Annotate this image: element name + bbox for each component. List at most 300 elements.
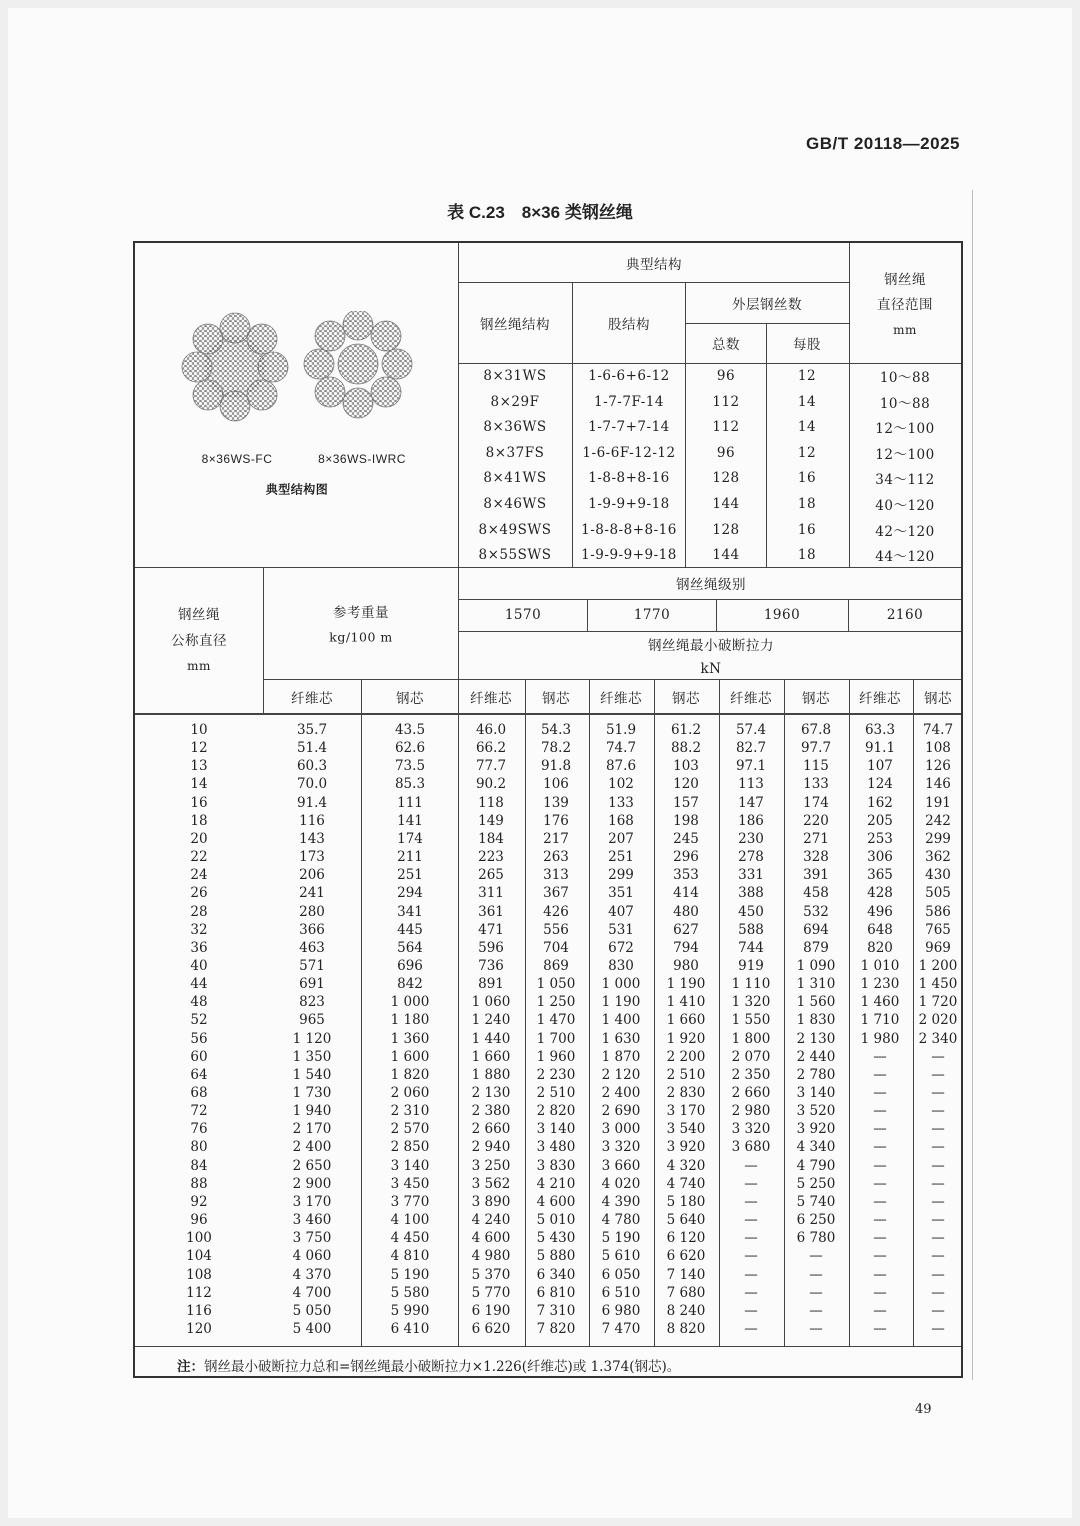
value-cell: 5 640	[666, 1212, 706, 1229]
value-cell: 6 190	[471, 1302, 511, 1319]
value-cell: 97.1	[735, 758, 767, 775]
nominal-diameter-cell: 28	[190, 903, 208, 920]
nominal-diameter-cell: 44	[190, 976, 208, 993]
value-cell: 445	[397, 921, 423, 938]
value-cell: 173	[299, 849, 325, 866]
value-cell: 328	[803, 849, 829, 866]
value-cell: 91.1	[864, 740, 896, 757]
value-cell: 2 570	[390, 1121, 430, 1138]
value-cell: 1 660	[471, 1048, 511, 1065]
table-caption: 表 C.23 8×36 类钢丝绳	[447, 203, 633, 222]
value-cell: 174	[397, 830, 423, 847]
value-cell: 90.2	[475, 776, 507, 793]
table-row	[135, 1084, 961, 1102]
value-cell: —	[931, 1085, 945, 1101]
value-cell: 7 310	[536, 1302, 576, 1319]
value-cell: 280	[299, 903, 325, 920]
table-row	[135, 1011, 961, 1029]
value-cell: 869	[543, 957, 569, 974]
value-cell: 207	[608, 830, 634, 847]
value-cell: 107	[867, 758, 893, 775]
table-row	[135, 1193, 961, 1211]
value-cell: 823	[299, 994, 325, 1011]
rule	[458, 282, 849, 283]
value-cell: 596	[478, 939, 504, 956]
nominal-diameter-cell: 32	[190, 921, 208, 938]
value-cell: 146	[925, 776, 951, 793]
value-cell: —	[873, 1302, 887, 1319]
value-cell: 842	[397, 976, 423, 993]
value-cell: 1 470	[536, 1012, 576, 1029]
value-cell: 61.2	[670, 722, 702, 738]
value-cell: 1 700	[536, 1030, 576, 1047]
structure-cell: 14	[797, 393, 817, 410]
structure-cell: 144	[712, 547, 740, 564]
value-cell: 480	[673, 903, 699, 920]
value-cell: 3 920	[796, 1121, 836, 1138]
table-row	[135, 721, 961, 739]
rope-cross-section-figure	[173, 311, 423, 423]
value-cell: 4 210	[536, 1175, 576, 1192]
value-cell: 3 450	[390, 1175, 430, 1192]
value-cell: 969	[925, 939, 951, 956]
value-cell: 3 562	[471, 1175, 511, 1192]
value-cell: —	[931, 1175, 945, 1192]
value-cell: 3 320	[731, 1121, 771, 1138]
value-cell: 1 410	[666, 994, 706, 1011]
value-cell: —	[744, 1212, 758, 1229]
header-diam-range-2: 直径范围	[877, 297, 933, 313]
value-cell: 2 440	[796, 1048, 836, 1065]
table-row	[135, 903, 961, 921]
value-cell: 66.2	[475, 740, 507, 757]
value-cell: 141	[397, 812, 423, 829]
header-typical-structure: 典型结构	[626, 257, 682, 273]
rule	[766, 323, 767, 567]
value-cell: 241	[299, 885, 325, 902]
value-cell: 1 360	[390, 1030, 430, 1047]
value-cell: 5 010	[536, 1212, 576, 1229]
nominal-diameter-cell: 22	[190, 849, 208, 866]
value-cell: —	[873, 1193, 887, 1210]
value-cell: —	[931, 1230, 945, 1247]
value-cell: —	[873, 1230, 887, 1247]
value-cell: —	[931, 1320, 945, 1337]
value-cell: 6 120	[666, 1230, 706, 1247]
value-cell: 3 830	[536, 1157, 576, 1174]
value-cell: 74.7	[605, 740, 637, 757]
value-cell: 6 410	[390, 1320, 430, 1337]
table-row	[135, 866, 961, 884]
value-cell: 2 020	[918, 1012, 958, 1029]
value-cell: 361	[478, 903, 504, 920]
value-cell: 2 120	[601, 1066, 641, 1083]
value-cell: 2 310	[390, 1103, 430, 1120]
rule	[135, 567, 961, 568]
rule	[263, 679, 961, 680]
structure-cell: 42～120	[875, 523, 935, 540]
value-cell: 157	[673, 794, 699, 811]
value-cell: 1 250	[536, 994, 576, 1011]
nominal-diameter-cell: 36	[190, 939, 208, 956]
value-cell: 211	[397, 849, 423, 866]
value-cell: 1 980	[860, 1030, 900, 1047]
rule	[849, 243, 850, 567]
value-cell: 4 370	[292, 1266, 332, 1283]
value-cell: 67.8	[800, 722, 832, 738]
nominal-diameter-cell: 56	[190, 1030, 208, 1047]
table-row	[135, 1247, 961, 1265]
value-cell: 2 510	[666, 1066, 706, 1083]
structure-cell: 12～100	[875, 446, 935, 463]
value-cell: 106	[543, 776, 569, 793]
value-cell: 6 810	[536, 1284, 576, 1301]
value-cell: 1 320	[731, 994, 771, 1011]
value-cell: 4 600	[536, 1193, 576, 1210]
value-cell: 4 320	[666, 1157, 706, 1174]
value-cell: —	[873, 1157, 887, 1174]
value-cell: 4 390	[601, 1193, 641, 1210]
value-cell: 4 100	[390, 1212, 430, 1229]
value-cell: 1 920	[666, 1030, 706, 1047]
value-cell: 2 130	[796, 1030, 836, 1047]
value-cell: —	[744, 1230, 758, 1247]
value-cell: 2 200	[666, 1048, 706, 1065]
nominal-diameter-cell: 100	[186, 1230, 212, 1247]
structure-cell: 18	[797, 496, 817, 512]
value-cell: 4 700	[292, 1284, 332, 1301]
rope-table	[133, 241, 963, 1378]
value-cell: —	[873, 1139, 887, 1156]
value-cell: 120	[673, 776, 699, 793]
nominal-diameter-cell: 108	[186, 1266, 212, 1283]
value-cell: 5 770	[471, 1284, 511, 1301]
note-text: 钢丝最小破断拉力总和=钢丝绳最小破断拉力×1.226(纤维芯)或 1.374(钢芯)。	[204, 1359, 681, 1375]
value-cell: 5 610	[601, 1248, 641, 1265]
structure-cell: 144	[712, 496, 740, 512]
header-steel-core: 钢芯	[802, 691, 830, 707]
value-cell: 82.7	[735, 740, 767, 757]
nominal-diameter-cell: 68	[190, 1085, 208, 1101]
value-cell: 5 190	[390, 1266, 430, 1283]
table-row	[135, 921, 961, 939]
structure-cell: 112	[712, 419, 740, 436]
nominal-diameter-cell: 18	[190, 812, 208, 829]
value-cell: —	[873, 1266, 887, 1283]
value-cell: 278	[738, 849, 764, 866]
value-cell: 4 790	[796, 1157, 836, 1174]
table-row	[135, 957, 961, 975]
value-cell: 694	[803, 921, 829, 938]
value-cell: 6 050	[601, 1266, 641, 1283]
header-min-breaking: 钢丝绳最小破断拉力	[648, 638, 774, 654]
value-cell: 794	[673, 939, 699, 956]
value-cell: 407	[608, 903, 634, 920]
header-steel-core: 钢芯	[924, 691, 952, 707]
value-cell: —	[809, 1302, 823, 1319]
figure-caption: 典型结构图	[265, 482, 329, 497]
value-cell: 6 510	[601, 1284, 641, 1301]
value-cell: 704	[543, 939, 569, 956]
structure-cell: 10～88	[879, 395, 931, 412]
header-diam-range: 钢丝绳	[884, 272, 926, 288]
structure-cell: 8×55SWS	[478, 547, 552, 564]
value-cell: 980	[673, 957, 699, 974]
structure-cell: 1-9-9+9-18	[588, 496, 670, 512]
structure-cell: 128	[712, 470, 740, 487]
value-cell: 5 250	[796, 1175, 836, 1192]
value-cell: 230	[738, 830, 764, 847]
value-cell: 191	[925, 794, 951, 811]
value-cell: 97.7	[800, 740, 832, 757]
value-cell: 4 240	[471, 1212, 511, 1229]
value-cell: 116	[299, 812, 325, 829]
value-cell: 43.5	[394, 722, 426, 738]
value-cell: 736	[478, 957, 504, 974]
value-cell: 306	[867, 849, 893, 866]
value-cell: 3 140	[536, 1121, 576, 1138]
header-strand-structure: 股结构	[608, 317, 650, 333]
value-cell: 3 320	[601, 1139, 641, 1156]
iwrc-rope-icon	[304, 311, 412, 418]
value-cell: 428	[867, 885, 893, 902]
value-cell: 1 010	[860, 957, 900, 974]
value-cell: 253	[867, 830, 893, 847]
nominal-diameter-cell: 120	[186, 1320, 212, 1337]
table-row	[135, 739, 961, 757]
grade-1570: 1570	[504, 607, 542, 623]
value-cell: 1 730	[292, 1085, 332, 1101]
value-cell: 1 830	[796, 1012, 836, 1029]
value-cell: 588	[738, 921, 764, 938]
value-cell: 2 400	[292, 1139, 332, 1156]
value-cell: 3 480	[536, 1139, 576, 1156]
value-cell: —	[931, 1212, 945, 1229]
value-cell: 4 060	[292, 1248, 332, 1265]
header-nominal-diam: 钢丝绳	[178, 607, 220, 623]
value-cell: 5 430	[536, 1230, 576, 1247]
nominal-diameter-cell: 12	[190, 740, 208, 757]
rule	[458, 631, 961, 632]
value-cell: 311	[478, 885, 504, 902]
value-cell: 1 710	[860, 1012, 900, 1029]
value-cell: 2 170	[292, 1121, 332, 1138]
value-cell: 879	[803, 939, 829, 956]
value-cell: 2 070	[731, 1048, 771, 1065]
table-row	[135, 1066, 961, 1084]
nominal-diameter-cell: 104	[186, 1248, 212, 1265]
value-cell: 8 240	[666, 1302, 706, 1319]
nominal-diameter-cell: 14	[190, 776, 208, 793]
value-cell: —	[744, 1266, 758, 1283]
value-cell: 744	[738, 939, 764, 956]
value-cell: 367	[543, 885, 569, 902]
value-cell: 162	[867, 794, 893, 811]
header-fiber-core: 纤维芯	[859, 691, 901, 707]
header-fiber-core: 纤维芯	[291, 691, 333, 707]
header-ref-weight: 参考重量	[333, 605, 389, 621]
nominal-diameter-cell: 112	[186, 1284, 212, 1301]
value-cell: 1 450	[918, 976, 958, 993]
value-cell: 696	[397, 957, 423, 974]
rule	[685, 282, 686, 567]
table-row	[135, 1302, 961, 1320]
value-cell: 205	[867, 812, 893, 829]
value-cell: 5 740	[796, 1193, 836, 1210]
value-cell: 143	[299, 830, 325, 847]
structure-cell: 8×46WS	[483, 496, 547, 512]
structure-cell: 128	[712, 521, 740, 538]
value-cell: 1 310	[796, 976, 836, 993]
value-cell: 63.3	[864, 722, 896, 738]
value-cell: 3 460	[292, 1212, 332, 1229]
value-cell: 919	[738, 957, 764, 974]
value-cell: 1 460	[860, 994, 900, 1011]
value-cell: 2 940	[471, 1139, 511, 1156]
table-row	[135, 1048, 961, 1066]
value-cell: 458	[803, 885, 829, 902]
structure-cell: 12～100	[875, 421, 935, 438]
value-cell: 174	[803, 794, 829, 811]
table-note	[177, 1355, 680, 1375]
value-cell: 7 140	[666, 1266, 706, 1283]
value-cell: 299	[608, 867, 634, 884]
value-cell: 3 540	[666, 1121, 706, 1138]
nominal-diameter-cell: 64	[190, 1066, 208, 1083]
nominal-diameter-cell: 92	[190, 1193, 208, 1210]
value-cell: 60.3	[296, 758, 328, 775]
table-row	[135, 757, 961, 775]
value-cell: —	[931, 1302, 945, 1319]
structure-cell: 1-6-6+6-12	[588, 368, 670, 384]
value-cell: 366	[299, 921, 325, 938]
value-cell: —	[873, 1066, 887, 1083]
value-cell: 1 600	[390, 1048, 430, 1065]
header-ref-weight-unit: kg/100 m	[329, 629, 393, 645]
value-cell: 133	[608, 794, 634, 811]
figure-label-fc: 8×36WS-FC	[201, 452, 273, 466]
header-nominal-diam-2: 公称直径	[171, 633, 227, 649]
value-cell: 74.7	[922, 722, 954, 738]
value-cell: 294	[397, 885, 423, 902]
value-cell: 820	[867, 939, 893, 956]
value-cell: —	[931, 1248, 945, 1265]
value-cell: 3 750	[292, 1230, 332, 1247]
nominal-diameter-cell: 60	[190, 1048, 208, 1065]
value-cell: 46.0	[475, 722, 507, 738]
value-cell: 1 720	[918, 994, 958, 1011]
structure-cell: 40～120	[875, 498, 935, 514]
value-cell: —	[931, 1284, 945, 1301]
structure-cell: 12	[797, 368, 817, 384]
value-cell: 627	[673, 921, 699, 938]
value-cell: 103	[673, 758, 699, 775]
value-cell: 4 340	[796, 1139, 836, 1156]
nominal-diameter-cell: 13	[190, 758, 208, 775]
value-cell: 362	[925, 849, 951, 866]
value-cell: —	[809, 1284, 823, 1301]
value-cell: 2 900	[292, 1175, 332, 1192]
value-cell: 1 120	[292, 1030, 332, 1047]
value-cell: 2 400	[601, 1085, 641, 1101]
value-cell: 2 350	[731, 1066, 771, 1083]
structure-cell: 8×37FS	[485, 444, 545, 461]
value-cell: 5 580	[390, 1284, 430, 1301]
value-cell: 2 510	[536, 1085, 576, 1101]
structure-cell: 16	[797, 470, 817, 487]
value-cell: —	[744, 1320, 758, 1337]
value-cell: 1 050	[536, 976, 576, 993]
nominal-diameter-cell: 80	[190, 1139, 208, 1156]
value-cell: 1 800	[731, 1030, 771, 1047]
value-cell: 2 650	[292, 1157, 332, 1174]
value-cell: 118	[478, 794, 504, 811]
structure-cell: 8×31WS	[483, 368, 547, 384]
value-cell: 5 180	[666, 1193, 706, 1210]
value-cell: 4 020	[601, 1175, 641, 1192]
table-row	[135, 1120, 961, 1138]
value-cell: 91.8	[540, 758, 572, 775]
value-cell: 3 890	[471, 1193, 511, 1210]
value-cell: 251	[608, 849, 634, 866]
value-cell: 2 380	[471, 1103, 511, 1120]
value-cell: 217	[543, 830, 569, 847]
value-cell: 4 600	[471, 1230, 511, 1247]
nominal-diameter-cell: 16	[190, 794, 208, 811]
value-cell: 1 880	[471, 1066, 511, 1083]
structure-cell: 112	[712, 393, 740, 410]
value-cell: 1 200	[918, 957, 958, 974]
value-cell: —	[744, 1284, 758, 1301]
structure-cell: 1-7-7+7-14	[588, 419, 670, 436]
value-cell: —	[809, 1320, 823, 1337]
nominal-diameter-cell: 96	[190, 1212, 208, 1229]
value-cell: 6 980	[601, 1302, 641, 1319]
value-cell: —	[931, 1157, 945, 1174]
value-cell: 571	[299, 957, 325, 974]
structure-cell: 8×36WS	[483, 419, 547, 436]
rule	[716, 599, 717, 631]
value-cell: 1 190	[666, 976, 706, 993]
value-cell: 62.6	[394, 740, 426, 757]
value-cell: 51.4	[296, 740, 328, 757]
value-cell: —	[873, 1048, 887, 1065]
grade-2160: 2160	[886, 607, 924, 623]
value-cell: 365	[867, 867, 893, 884]
header-grade: 钢丝绳级别	[676, 577, 746, 593]
header-steel-core: 钢芯	[542, 691, 570, 707]
value-cell: 242	[925, 812, 951, 829]
value-cell: 1 560	[796, 994, 836, 1011]
value-cell: 331	[738, 867, 764, 884]
value-cell: 113	[738, 776, 764, 793]
value-cell: 4 810	[390, 1248, 430, 1265]
value-cell: —	[931, 1193, 945, 1210]
rule	[572, 282, 573, 567]
table-row	[135, 1229, 961, 1247]
margin-rule	[972, 190, 973, 1380]
value-cell: 586	[925, 903, 951, 920]
value-cell: 77.7	[475, 758, 507, 775]
value-cell: —	[873, 1175, 887, 1192]
nominal-diameter-cell: 40	[190, 957, 208, 974]
value-cell: 184	[478, 830, 504, 847]
structure-cell: 1-8-8+8-16	[588, 470, 670, 487]
value-cell: —	[744, 1175, 758, 1192]
value-cell: 2 780	[796, 1066, 836, 1083]
value-cell: 672	[608, 939, 634, 956]
value-cell: 2 130	[471, 1085, 511, 1101]
